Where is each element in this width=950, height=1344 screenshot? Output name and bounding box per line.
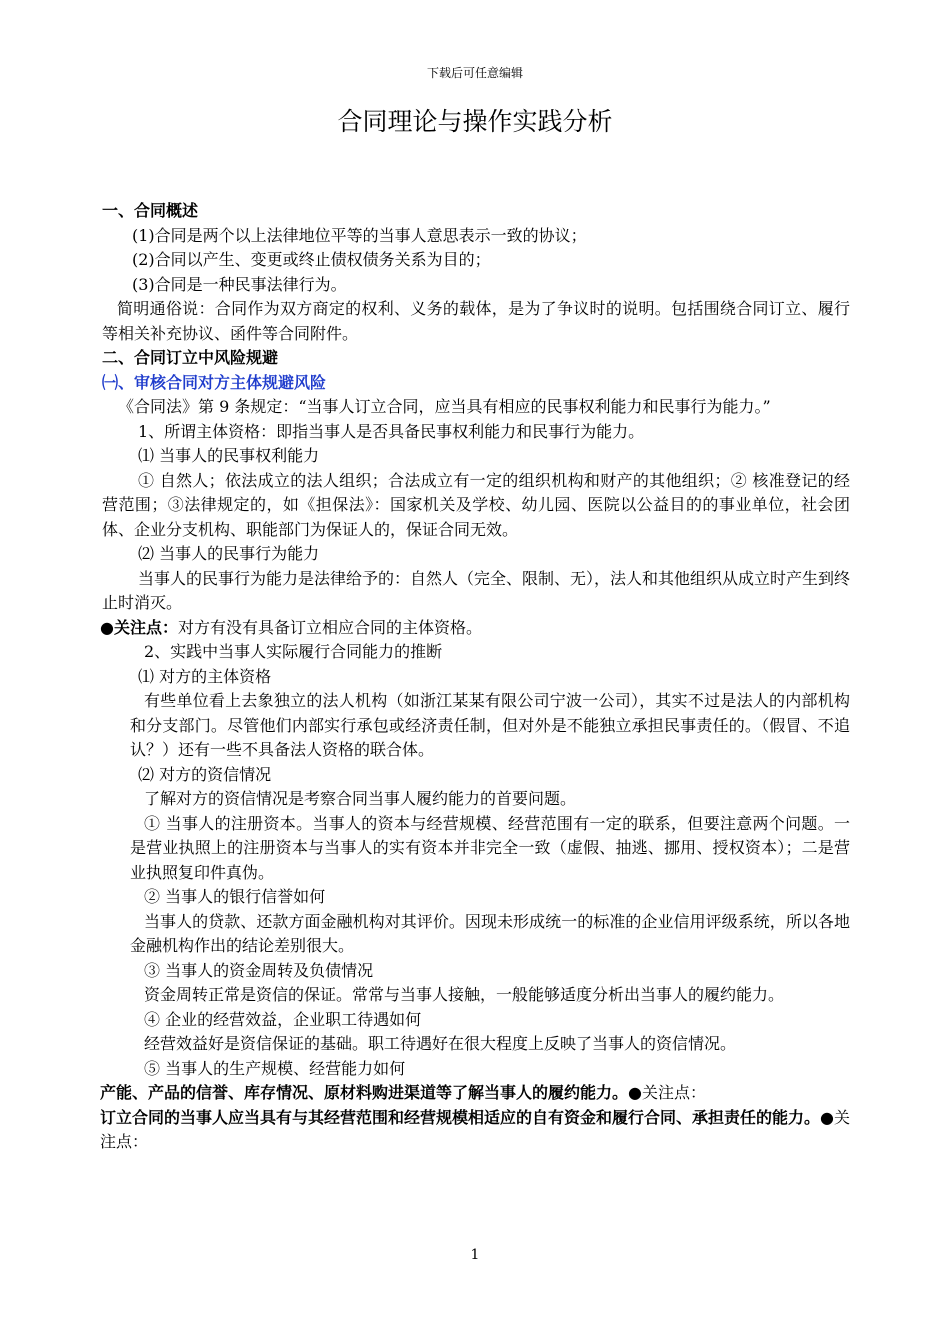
document-title: 合同理论与操作实践分析 [337,107,613,136]
page-header: 下载后可任意编辑 [426,66,523,80]
item-heading: ④ 企业的经营效益，企业职工待遇如何 [144,1009,422,1029]
note-text: 对方有没有具备订立相应合同的主体资格。 [177,617,482,637]
list-item: (1)合同是两个以上法律地位平等的当事人意思表示一致的协议； [132,225,587,245]
note-text: ●关注点： [628,1083,706,1102]
paragraph: ① 当事人的注册资本。当事人的资本与经营规模、经营范围有一定的联系，但要注意两个问题。一是营业执照上的注册资本与当事人的实有资本并非完全一致（虚假、抽逃、挪用、授权资本）；二是营业执照复印件真伪。 [130,813,850,882]
note-paragraph [100,1106,850,1155]
paragraph: 资金周转正常是资信的保证。常常与当事人接触，一般能够适度分析出当事人的履约能力。 [144,985,785,1004]
item-heading: ⑤ 当事人的生产规模、经营能力如何 [144,1058,406,1078]
item-heading: ② 当事人的银行信誉如何 [144,887,326,906]
note-label: 产能、产品的信誉、库存情况、原材料购进渠道等了解当事人的履约能力。 [100,1083,629,1102]
section-heading-2: 二、合同订立中风险规避 [102,348,279,367]
paragraph: 经营效益好是资信保证的基础。职工待遇好在很大程度上反映了当事人的资信情况。 [144,1034,737,1053]
paragraph: ① 自然人；依法成立的法人组织；合法成立有一定的组织机构和财产的其他组织；② 核准登记的经营范围；③法律规定的，如《担保法》：国家机关及学校、幼儿园、医院以公益目的的事业单位，社会团体、企业分支机构、职能部门为保证人的，保证合同无效。 [102,470,850,539]
item-heading: ③ 当事人的资金周转及负债情况 [144,960,374,980]
paragraph: 有些单位看上去象独立的法人机构（如浙江某某有限公司宁波一公司），其实不过是法人的内部机构和分支部门。尽管他们内部实行承包或经济责任制，但对外是不能独立承担民事责任的。（假冒、不追认？）还有一些不具备法人资格的联合体。 [130,691,850,759]
paragraph: 1、所谓主体资格：即指当事人是否具备民事权利能力和民事行为能力。 [138,421,645,441]
document-body [102,199,850,1155]
subsection-heading: ㈠、审核合同对方主体规避风险 [102,372,327,392]
paragraph: 简明通俗说：合同作为双方商定的权利、义务的载体，是为了争议时的说明。包括围绕合同订立、履行等相关补充协议、函件等合同附件。 [102,299,850,343]
list-item: (2)合同以产生、变更或终止债权债务关系为目的； [132,250,491,269]
note-paragraph [100,616,850,641]
paragraph: 了解对方的资信情况是考察合同当事人履约能力的首要问题。 [144,789,577,808]
paragraph: 当事人的民事行为能力是法律给予的：自然人（完全、限制、无），法人和其他组织从成立时产生到终止时消灭。 [102,568,851,612]
page-number: 1 [470,1247,480,1263]
list-item: (3)合同是一种民事法律行为。 [132,274,347,294]
note-text: ●关注点： [100,1107,850,1151]
note-label: 订立合同的当事人应当具有与其经营范围和经营规模相适应的自有资金和履行合同、承担责任的能力。 [100,1107,821,1127]
note-paragraph [100,1081,850,1106]
item-heading: ⑴ 当事人的民事权利能力 [138,446,320,465]
paragraph: 2、实践中当事人实际履行合同能力的推断 [144,642,443,661]
paragraph: 《合同法》第 9 条规定：“当事人订立合同，应当具有相应的民事权利能力和民事行为能力。” [118,397,771,416]
item-heading: ⑴ 对方的主体资格 [138,666,272,686]
note-label: ●关注点： [100,617,178,637]
paragraph: 当事人的贷款、还款方面金融机构对其评价。因现未形成统一的标准的企业信用评级系统，所以各地金融机构作出的结论差别很大。 [130,911,850,955]
item-heading: ⑵ 对方的资信情况 [138,764,272,784]
section-heading-1: 一、合同概述 [102,201,199,220]
item-heading: ⑵ 当事人的民事行为能力 [138,544,320,563]
